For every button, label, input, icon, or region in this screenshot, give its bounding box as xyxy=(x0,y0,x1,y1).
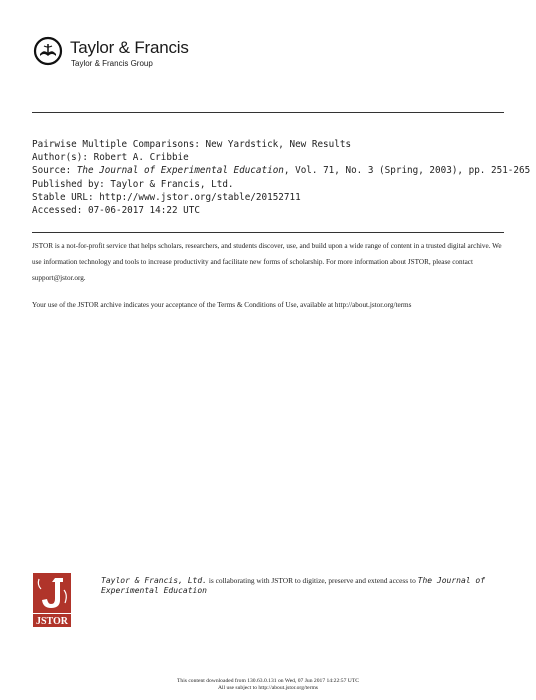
footer-line-1: This content downloaded from 130.63.0.131 on Wed, 07 Jun 2017 14:22:57 UTC xyxy=(176,678,359,684)
accessed-value: 07-06-2017 14:22 UTC xyxy=(87,205,200,217)
notice-paragraph-2: Your use of the JSTOR archive indicates your acceptance of the Terms & Conditions of Use, available at http://about.jstor.org/terms xyxy=(32,301,412,310)
publisher-group: Taylor & Francis Group xyxy=(71,59,153,68)
collab-text: is collaborating with JSTOR to digitize, preserve and extend access to xyxy=(206,576,418,585)
article-publisher xyxy=(32,178,512,191)
article-source xyxy=(32,164,531,177)
footer-line-2: All use subject to http://about.jstor.org/terms xyxy=(218,685,318,691)
published-value: Taylor & Francis, Ltd. xyxy=(110,178,234,190)
jstor-logo-icon xyxy=(33,573,71,627)
source-journal: The Journal of Experimental Education xyxy=(76,165,284,177)
collaboration-statement xyxy=(101,576,501,596)
authors-value: Robert A. Cribbie xyxy=(93,152,189,164)
authors-label: Author(s): xyxy=(32,152,88,164)
jstor-notice xyxy=(32,239,510,326)
source-details: , Vol. 71, No. 3 (Spring, 2003), pp. 251-265 xyxy=(283,165,531,177)
stable-url-label: Stable URL: xyxy=(32,191,94,203)
article-metadata xyxy=(32,138,531,217)
source-label: Source: xyxy=(32,165,72,177)
stable-url-link[interactable]: http://www.jstor.org/stable/20152711 xyxy=(99,191,301,203)
publisher-logo-icon xyxy=(33,36,63,66)
accessed-label: Accessed: xyxy=(32,205,83,217)
collab-journal: The Journal of Experimental Education xyxy=(101,576,486,595)
article-authors xyxy=(32,151,512,164)
jstor-logo-text: JSTOR xyxy=(35,616,69,627)
publisher-name: Taylor & Francis xyxy=(70,38,189,57)
article-title: Pairwise Multiple Comparisons: New Yardstick, New Results xyxy=(32,139,352,150)
notice-paragraph-1: JSTOR is a not-for-profit service that helps scholars, researchers, and students discover, use, and build upon a wide range of content in a trusted digital archive. We use information technology and tools to increase productivity and facilitate new forms of scholarship. For more information about JSTOR, please contact support@jstor.org. xyxy=(32,242,502,282)
article-accessed xyxy=(32,204,512,217)
download-footer xyxy=(0,678,536,692)
collab-publisher: Taylor & Francis, Ltd. xyxy=(101,576,207,585)
article-stable-url xyxy=(32,191,512,204)
top-divider xyxy=(32,112,504,113)
middle-divider xyxy=(32,232,504,233)
published-label: Published by: xyxy=(32,178,105,190)
